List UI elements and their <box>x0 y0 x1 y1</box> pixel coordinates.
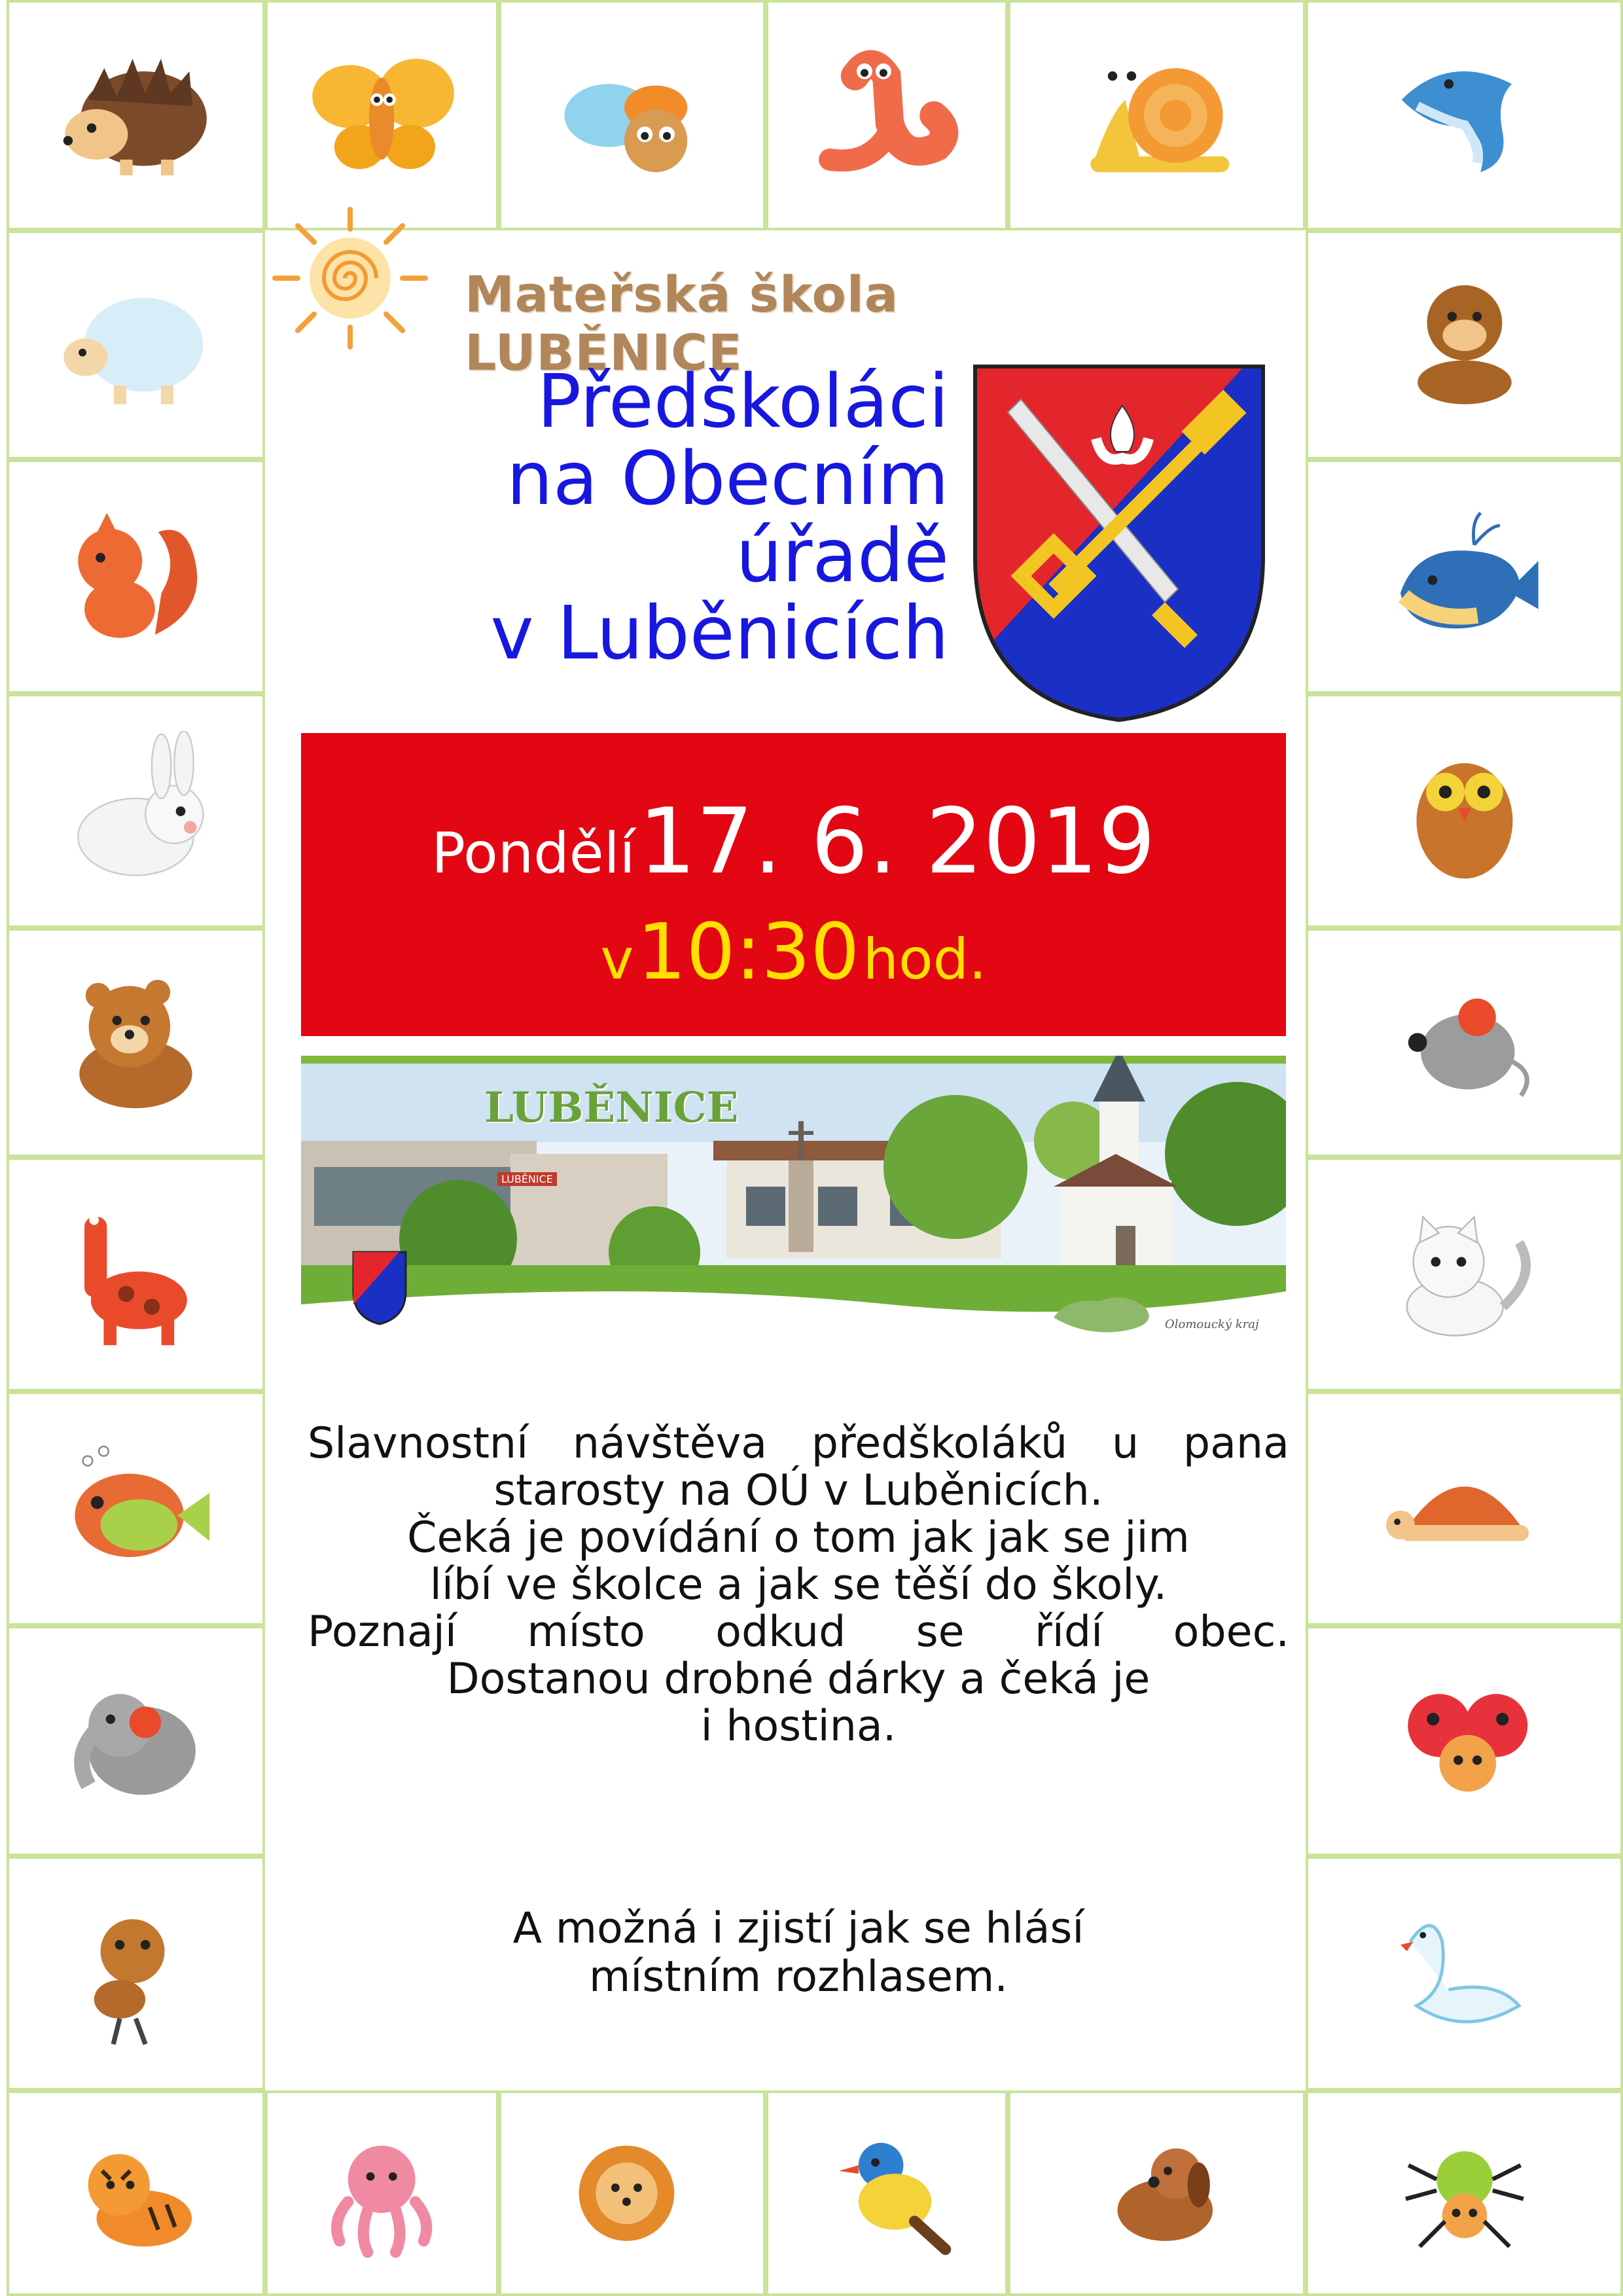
region-label: Olomoucký kraj <box>1165 1318 1259 1331</box>
frame-tile <box>1306 0 1623 230</box>
frame-tile <box>1306 1856 1623 2090</box>
time-line <box>301 906 1286 997</box>
giraffe-icon <box>47 1194 224 1355</box>
description-line: Čeká je povídání o tom jak jak se jim <box>407 1513 1190 1562</box>
title-line: úřadě <box>736 514 949 599</box>
closing-line: místním rozhlasem. <box>588 1952 1008 2001</box>
closing-line: A možná i zjistí jak se hlásí <box>512 1904 1084 1953</box>
time-prefix: v <box>600 927 634 992</box>
tiger-icon <box>47 2123 224 2263</box>
frame-tile <box>766 0 1008 230</box>
word: pana <box>1183 1419 1289 1468</box>
frame-tile <box>265 0 499 230</box>
cat-icon <box>1355 1194 1574 1355</box>
word: návštěva <box>572 1419 768 1468</box>
date-box <box>301 733 1286 1036</box>
village-banner <box>301 1056 1286 1344</box>
word: místo <box>527 1607 645 1657</box>
frame-tile <box>7 0 265 230</box>
word: obec. <box>1173 1607 1289 1657</box>
word: Slavnostní <box>308 1419 529 1468</box>
bee-icon <box>541 37 724 194</box>
school-header <box>249 203 1191 382</box>
frame-tile <box>1008 2090 1306 2296</box>
banner-title: LUBĚNICE <box>484 1083 739 1132</box>
bird-icon <box>804 2123 969 2263</box>
word: odkud <box>715 1607 846 1657</box>
owl-icon <box>1355 731 1574 891</box>
hedgehog-icon <box>47 37 224 194</box>
whale-icon <box>1355 497 1574 657</box>
frame-tile <box>499 2090 766 2296</box>
frame-tile <box>7 1856 265 2090</box>
bear-icon <box>47 964 224 1121</box>
frame-tile <box>7 1157 265 1391</box>
closing-note <box>308 1905 1289 2001</box>
frame-tile <box>766 2090 1008 2296</box>
fish-icon <box>47 1429 224 1589</box>
description-line <box>308 1609 1289 1656</box>
elephant-icon <box>47 1662 224 1820</box>
frame-tile <box>7 2090 265 2296</box>
frame-tile <box>1306 2090 1623 2296</box>
squirrel-icon <box>47 497 224 657</box>
frame-tile <box>7 459 265 694</box>
village-photo <box>301 1056 1286 1344</box>
title-line: Předškoláci <box>537 359 949 444</box>
butterfly-icon <box>302 37 461 194</box>
word: se <box>916 1607 965 1657</box>
frame-tile <box>7 230 265 459</box>
frame-tile <box>7 1626 265 1856</box>
frame-tile <box>1306 1391 1623 1626</box>
event-time: 10:30 <box>637 906 860 997</box>
event-description <box>308 1420 1289 1750</box>
monkey-icon <box>1355 266 1574 423</box>
date-line <box>301 789 1286 894</box>
rabbit-icon <box>47 731 224 891</box>
word: předškoláků <box>811 1419 1068 1468</box>
frame-tile <box>265 2090 499 2296</box>
description-line: Dostanou drobné dárky a čeká je <box>446 1655 1150 1704</box>
turtle-icon <box>1355 1429 1574 1589</box>
dolphin-icon <box>1355 37 1574 194</box>
ladybug-icon <box>1355 1662 1574 1820</box>
word: Poznají <box>308 1607 457 1657</box>
frame-tile <box>1306 230 1623 459</box>
time-suffix: hod. <box>863 927 987 992</box>
mouse-icon <box>1355 964 1574 1121</box>
description-line <box>308 1420 1289 1467</box>
coat-of-arms-icon <box>969 360 1270 726</box>
swan-icon <box>1355 1893 1574 2054</box>
frame-tile <box>1008 0 1306 230</box>
sun-logo-icon <box>249 203 452 353</box>
snail-icon <box>1054 37 1259 194</box>
spider-icon <box>1355 2123 1574 2263</box>
frame-tile <box>7 928 265 1157</box>
frame-tile <box>1306 1626 1623 1856</box>
sheep-icon <box>47 266 224 423</box>
ant-icon <box>47 1893 224 2054</box>
frame-tile <box>1306 1157 1623 1391</box>
kindergarten-sign: LUBĚNICE <box>497 1172 557 1186</box>
octopus-icon <box>302 2123 461 2263</box>
frame-tile <box>7 1391 265 1626</box>
dog-icon <box>1054 2123 1259 2263</box>
frame-tile <box>1306 459 1623 694</box>
day-label: Pondělí <box>431 821 635 886</box>
school-name: Mateřská škola LUBĚNICE <box>465 265 899 382</box>
frame-tile <box>7 694 265 928</box>
frame-tile <box>1306 694 1623 928</box>
description-line: i hostina. <box>700 1702 897 1751</box>
frame-tile <box>499 0 766 230</box>
lion-icon <box>541 2123 724 2263</box>
title-line: na Obecním <box>506 437 949 522</box>
event-date: 17. 6. 2019 <box>638 789 1156 894</box>
word: řídí <box>1035 1607 1103 1657</box>
title-line: v Luběnicích <box>490 591 949 676</box>
word: u <box>1111 1419 1139 1468</box>
frame-tile <box>1306 928 1623 1157</box>
page-title <box>366 359 949 676</box>
worm-icon <box>804 37 969 194</box>
description-line: starosty na OÚ v Luběnicích. <box>493 1466 1103 1515</box>
description-line: líbí ve školce a jak se těší do školy. <box>429 1560 1168 1609</box>
